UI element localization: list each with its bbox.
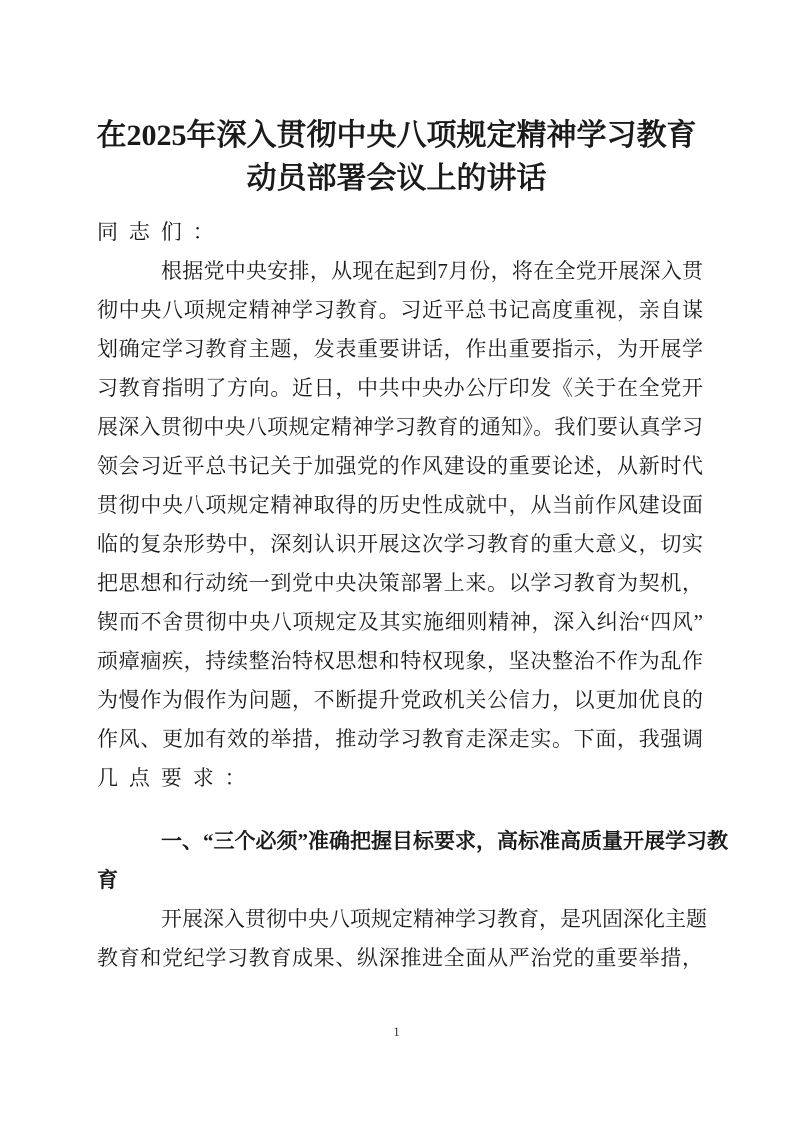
document-body bbox=[97, 213, 728, 978]
text-line: 作风、更加有效的举措，推动学习教育走深走实。下面，我强调 bbox=[97, 727, 703, 751]
text-line: 根据党中央安排，从现在起到7月份，将在全党开展深入贯 bbox=[161, 259, 703, 283]
heading-line: 育 bbox=[97, 868, 129, 892]
title-line-1: 在2025年深入贯彻中央八项规定精神学习教育 bbox=[96, 119, 697, 152]
page-number: 1 bbox=[393, 1024, 400, 1039]
text-line: 习教育指明了方向。近日，中共中央办公厅印发《关于在全党开 bbox=[97, 376, 703, 400]
text-line: 展深入贯彻中央八项规定精神学习教育的通知》。我们要认真学习 bbox=[97, 415, 703, 439]
text-line: 开展深入贯彻中央八项规定精神学习教育，是巩固深化主题 bbox=[161, 907, 707, 931]
text-line: 划确定学习教育主题，发表重要讲话，作出重要指示，为开展学 bbox=[97, 337, 703, 361]
text-line: 领会习近平总书记关于加强党的作风建设的重要论述，从新时代 bbox=[97, 454, 703, 478]
document-title bbox=[0, 114, 793, 200]
text-line: 顽瘴痼疾，持续整治特权思想和特权现象，坚决整治不作为乱作 bbox=[97, 649, 703, 673]
text-line: 教育和党纪学习教育成果、纵深推进全面从严治党的重要举措， bbox=[97, 946, 703, 970]
text-line: 几点要求： bbox=[97, 766, 257, 790]
text-line: 为慢作为假作为问题，不断提升党政机关公信力，以更加优良的 bbox=[97, 688, 703, 712]
text-line: 把思想和行动统一到党中央决策部署上来。以学习教育为契机， bbox=[97, 571, 703, 595]
text-line: 彻中央八项规定精神学习教育。习近平总书记高度重视，亲自谋 bbox=[97, 298, 703, 322]
text-line: 临的复杂形势中，深刻认识开展这次学习教育的重大意义，切实 bbox=[97, 532, 703, 556]
text-line: 贯彻中央八项规定精神取得的历史性成就中，从当前作风建设面 bbox=[97, 493, 703, 517]
heading-line: 一、“三个必须”准确把握目标要求，高标准高质量开展学习教 bbox=[161, 829, 728, 853]
section-heading-1 bbox=[97, 822, 728, 900]
text-line: 锲而不舍贯彻中央八项规定及其实施细则精神，深入纠治“四风” bbox=[97, 610, 703, 634]
salutation: 同志们： bbox=[97, 220, 225, 244]
paragraph-2 bbox=[97, 900, 707, 978]
paragraph-1 bbox=[97, 252, 703, 798]
title-line-2: 动员部署会议上的讲话 bbox=[246, 162, 547, 195]
